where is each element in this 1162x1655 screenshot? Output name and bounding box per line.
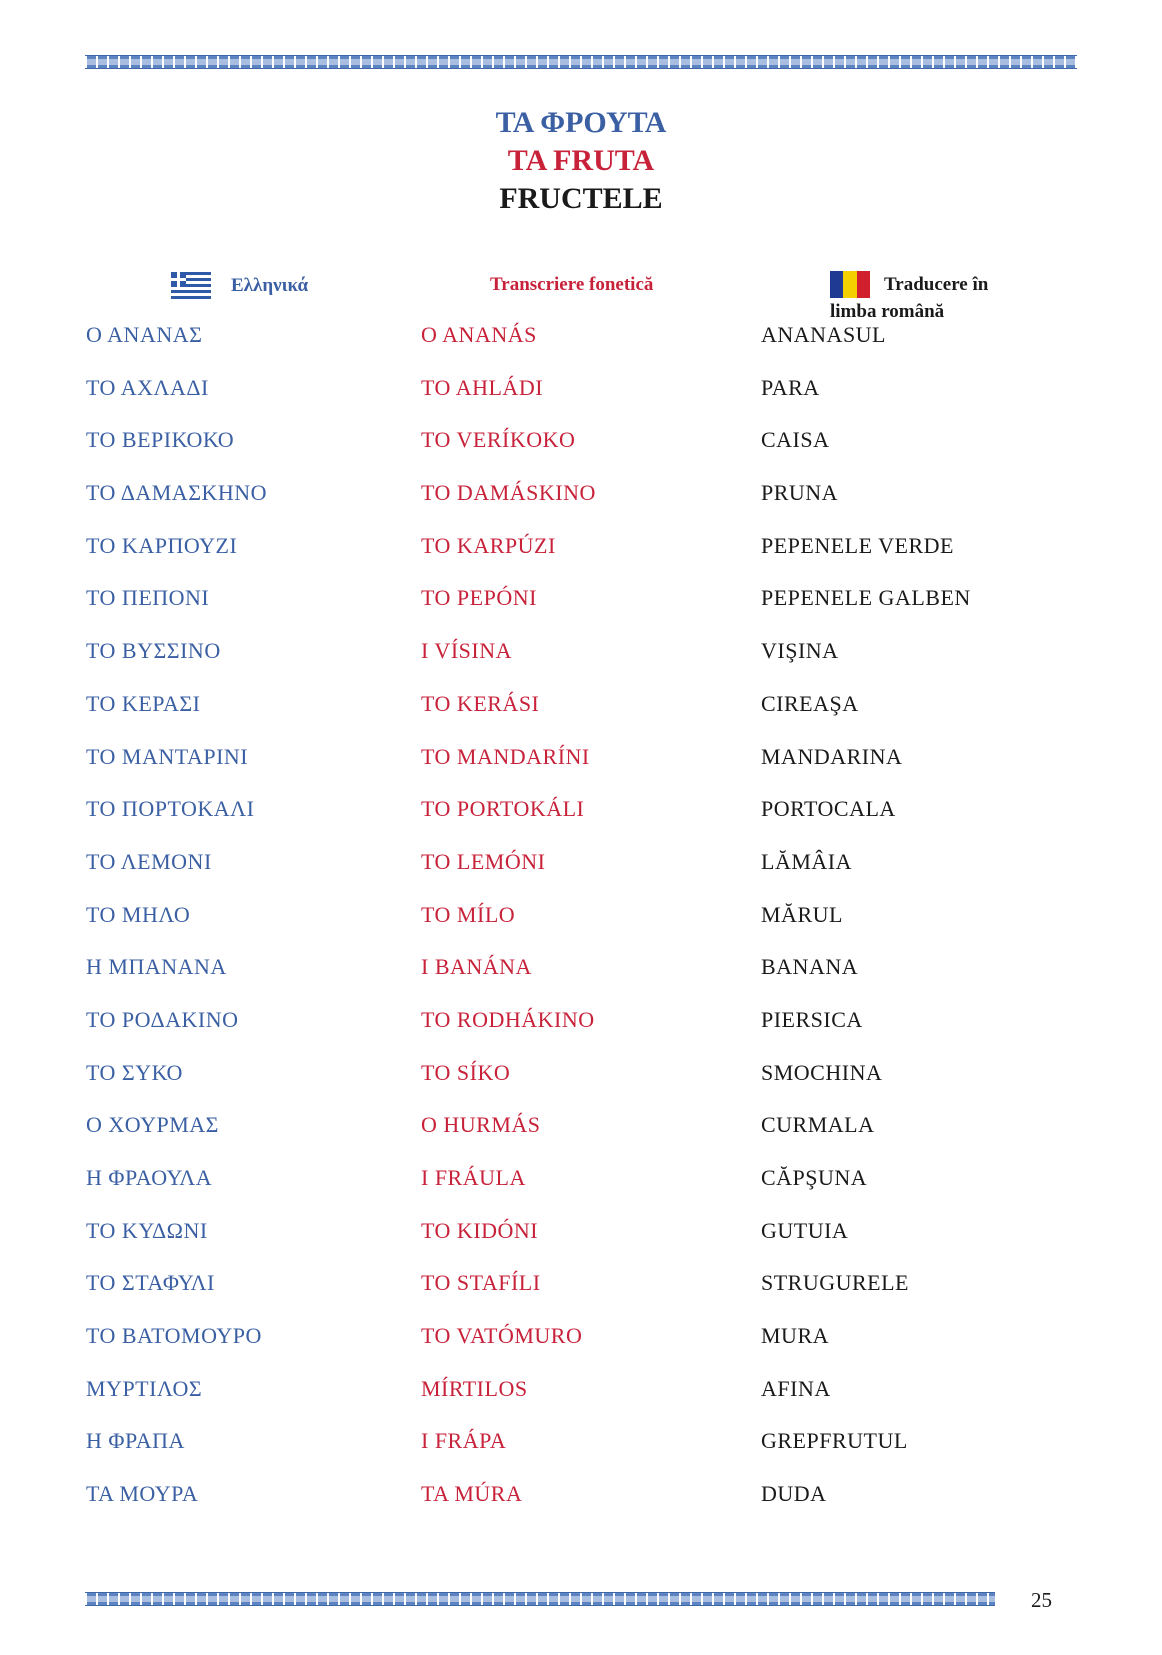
romanian-word: MURA	[761, 1323, 830, 1349]
greek-word: Η ΦΡΑΠΑ	[86, 1428, 185, 1454]
romanian-word: CĂPŞUNA	[761, 1165, 868, 1190]
romanian-word: CIREAŞA	[761, 690, 859, 716]
meander-border-bottom	[85, 1592, 995, 1606]
vocabulary-list	[0, 322, 1162, 1534]
phonetic-word: TA MÚRA	[421, 1481, 523, 1507]
list-item	[0, 322, 1162, 375]
greek-word: ΤΟ ΚΥΔΩΝΙ	[86, 1217, 208, 1243]
phonetic-word: TO VERÍKOKO	[421, 427, 576, 453]
phonetic-word: TO SÍKO	[421, 1059, 511, 1085]
column-header-phonetic: Transcriere fonetică	[490, 274, 654, 295]
list-item	[0, 954, 1162, 1007]
greek-word: ΤΟ ΒΥΣΣΙΝΟ	[86, 638, 221, 664]
greek-word: ΤΟ ΜΑΝΤΑΡΙΝΙ	[86, 743, 249, 769]
greek-word: ΤΟ ΚΕΡΑΣΙ	[86, 690, 201, 716]
romanian-word: PIERSICA	[761, 1006, 863, 1032]
phonetic-word: O ANANÁS	[421, 322, 537, 347]
phonetic-word: TO RODHÁKINO	[421, 1006, 595, 1032]
title-greek: ΤΑ ΦΡΟΥΤΑ	[495, 106, 667, 139]
romanian-word: PEPENELE GALBEN	[761, 585, 971, 611]
list-item	[0, 1428, 1162, 1481]
romanian-word: MĂRUL	[761, 901, 843, 927]
phonetic-word: TO MÍLO	[421, 901, 516, 927]
greek-word: ΤΟ ΠΟΡΤΟΚΑΛΙ	[86, 796, 255, 822]
list-item	[0, 427, 1162, 480]
romanian-word: CAISA	[761, 427, 830, 453]
list-item	[0, 1376, 1162, 1429]
phonetic-word: TO PEPÓNI	[421, 585, 537, 611]
phonetic-word: O HURMÁS	[421, 1112, 541, 1138]
greek-word: Η ΜΠΑΝΑΝΑ	[86, 954, 227, 980]
greek-word: Ο ΑΝΑΝΑΣ	[86, 322, 203, 347]
phonetic-word: TO KARPÚZI	[421, 532, 556, 558]
greek-flag-icon	[171, 272, 211, 299]
list-item	[0, 638, 1162, 691]
title-phonetic: TA FRUTA	[507, 144, 655, 177]
column-header-greek-label: Ελληνικά	[231, 274, 309, 296]
phonetic-word: TO AHLÁDI	[421, 374, 544, 400]
page-number: 25	[1031, 1588, 1052, 1612]
romanian-word: ANANASUL	[761, 322, 886, 347]
greek-word: Η ΦΡΑΟΥΛΑ	[86, 1165, 213, 1190]
romanian-word: PEPENELE VERDE	[761, 532, 954, 558]
column-header-romanian-line2: limba română	[830, 301, 945, 322]
list-item	[0, 1218, 1162, 1271]
romanian-word: CURMALA	[761, 1112, 875, 1138]
romanian-word: DUDA	[761, 1481, 827, 1507]
meander-border-top	[85, 55, 1077, 69]
phonetic-word: I FRÁULA	[421, 1165, 526, 1190]
greek-word: ΤΟ ΡΟΔΑΚΙΝΟ	[86, 1006, 239, 1032]
romanian-word: STRUGURELE	[761, 1270, 909, 1296]
phonetic-word: TO LEMÓNI	[421, 848, 546, 874]
romanian-word: BANANA	[761, 954, 859, 980]
romanian-word: AFINA	[761, 1375, 831, 1401]
phonetic-word: TO PORTOKÁLI	[421, 796, 585, 822]
list-item	[0, 744, 1162, 797]
romanian-word: GUTUIA	[761, 1217, 849, 1243]
phonetic-word: TO STAFÍLI	[421, 1270, 541, 1296]
greek-word: ΤΟ ΜΗΛΟ	[86, 901, 191, 927]
greek-word: ΤΟ ΒΕΡΙΚΟΚΟ	[86, 427, 235, 453]
phonetic-word: TO VATÓMURO	[421, 1323, 583, 1349]
list-item	[0, 1270, 1162, 1323]
list-item	[0, 1481, 1162, 1534]
list-item	[0, 1007, 1162, 1060]
list-item	[0, 480, 1162, 533]
phonetic-word: I FRÁPA	[421, 1428, 507, 1454]
greek-word: ΤΟ ΠΕΠΟΝΙ	[86, 585, 210, 611]
list-item	[0, 1112, 1162, 1165]
list-item	[0, 1323, 1162, 1376]
column-header-romanian-line1: Traducere în	[884, 274, 989, 295]
romanian-flag-icon	[830, 271, 870, 298]
greek-word: ΤΟ ΑΧΛΑΔΙ	[86, 374, 209, 400]
phonetic-word: MÍRTILOS	[421, 1375, 528, 1401]
romanian-word: PRUNA	[761, 480, 839, 506]
romanian-word: LĂMÂIA	[761, 848, 852, 874]
romanian-word: SMOCHINA	[761, 1059, 883, 1085]
page-title-block	[0, 104, 1162, 218]
list-item	[0, 691, 1162, 744]
romanian-word: VIŞINA	[761, 638, 839, 664]
phonetic-word: TO KERÁSI	[421, 690, 540, 716]
romanian-word: GREPFRUTUL	[761, 1428, 908, 1454]
phonetic-word: TO KIDÓNI	[421, 1217, 539, 1243]
title-romanian: FRUCTELE	[499, 182, 663, 215]
romanian-word: PARA	[761, 374, 820, 400]
phonetic-word: TO DAMÁSKINO	[421, 480, 596, 506]
list-item	[0, 849, 1162, 902]
greek-word: ΤΟ ΔΑΜΑΣΚΗΝΟ	[86, 480, 268, 506]
list-item	[0, 585, 1162, 638]
greek-word: ΤΟ ΚΑΡΠΟΥΖΙ	[86, 532, 238, 558]
greek-word: ΤΟ ΛΕΜΟΝΙ	[86, 848, 212, 874]
greek-word: Ο ΧΟΥΡΜΑΣ	[86, 1112, 219, 1138]
greek-word: ΤΟ ΣΥΚΟ	[86, 1059, 183, 1085]
phonetic-word: TO MANDARÍNI	[421, 743, 590, 769]
column-header-romanian	[830, 271, 988, 325]
list-item	[0, 796, 1162, 849]
list-item	[0, 902, 1162, 955]
phonetic-word: I BANÁNA	[421, 954, 532, 980]
list-item	[0, 1165, 1162, 1218]
romanian-word: MANDARINA	[761, 743, 903, 769]
list-item	[0, 375, 1162, 428]
romanian-word: PORTOCALA	[761, 796, 896, 822]
greek-word: ΤΑ ΜΟΥΡΑ	[86, 1481, 199, 1507]
greek-word: ΜΥΡΤΙΛΟΣ	[86, 1375, 203, 1401]
greek-word: ΤΟ ΣΤΑΦΥΛΙ	[86, 1270, 215, 1296]
greek-word: ΤΟ ΒΑΤΟΜΟΥΡΟ	[86, 1323, 262, 1349]
phonetic-word: I VÍSINA	[421, 638, 512, 664]
list-item	[0, 533, 1162, 586]
list-item	[0, 1060, 1162, 1113]
column-header-greek	[171, 272, 308, 299]
